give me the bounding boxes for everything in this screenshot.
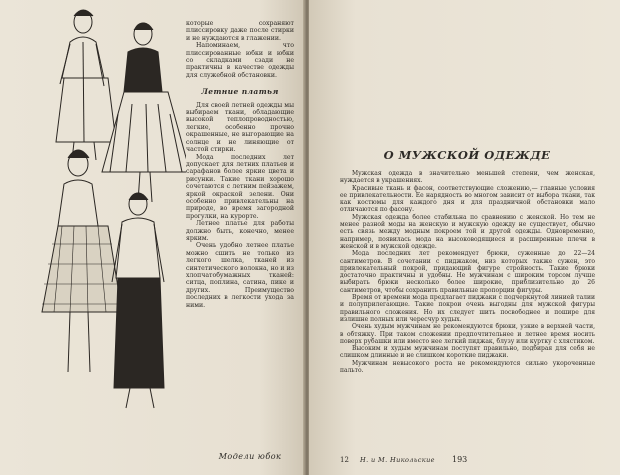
paragraph: Мужская одежда более стабильна по сравнению с женской. Но тем не менее разной моды на женскую и мужскую одежду не существует, обычно есть связь между модным покроем той и другой одежды. Одновременно, например, появилась мода на высоководящиеся и расширенные плечи в женской и в мужской одежде. xyxy=(340,213,595,250)
left-text-column xyxy=(186,20,294,309)
paragraph: Мода последних лет допускает для летних платьев и сарафанов более яркие цвета и рисунки. Такие ткани хорошо сочетаются с летним пейзажем, яркой окраской зелени. Они особенно привлекательны на природе, во время загородной прогулки, на курорте. xyxy=(186,153,294,220)
right-text-column xyxy=(340,170,595,374)
paragraph: Красивые ткань и фасон, соответствующие сложению,— главные условия ее привлекательности. Ее нарядность во многом зависит от выбора ткани, так как костюмы для каждого дня и для праздничной обстановки мало отличаются по фасону. xyxy=(340,184,595,214)
paragraph: Напоминаем, что плиссированные юбки и юбки со складками сзади не практичны в качестве одежды для служебной обстановки. xyxy=(186,42,294,79)
paragraph: Мода последних лет рекомендует брюки, суженные до 22—24 сантиметров. В сочетании с пиджаком, низ которых также сужен, это привлекательный покрой, придающий фигуре стройность. Такие брюки достаточно практичны и удобны. Не мужчинам с широким торсом лучше выбирать брюки несколько более широкие, приблизительно до 26 сантиметров, чтобы сохранить правильные пропорции фигуры. xyxy=(340,250,595,294)
paragraph: Мужчинам невысокого роста не рекомендуются сильно укороченные пальто. xyxy=(340,359,595,375)
left-page xyxy=(0,0,305,475)
paragraph: Мужская одежда в значительно меньшей степени, чем женская, нуждается в украшениях. xyxy=(340,170,595,185)
illustration-caption: Модели юбок xyxy=(218,452,282,461)
paragraph: Высоким и худым мужчинам поступят правильно, подбирая для себя не слишком длинные и не слишком короткие пиджаки. xyxy=(340,345,595,360)
paragraph: Время от времени мода предлагает пиджаки с подчеркнутой линией талии и полуприлегающие. Такие покрои очень выгодны для мужской фигуры правильного сложения. Но их следует шить посвободнее и пошире для излишне полных или чересчур худых. xyxy=(340,294,595,323)
section-subheading: Летние платья xyxy=(201,87,279,97)
footer-number: 12 xyxy=(340,456,349,464)
footer-authors: Н. и М. Никольские xyxy=(360,456,435,464)
paragraph: Очень худым мужчинам не рекомендуются брюки, узкие в верхней части, в обтяжку. При таком сложении предпочтительнее и летнее время носить поверх рубашки или вместо нее легкий пиджак, блузу или куртку с хлястиком. xyxy=(340,323,595,345)
paragraph: Для своей летней одежды мы выбираем ткани, обладающие высокой теплопроводностью, легкие, особенно прочно окрашенные, не выгорающие на солнце и не линяющие от частой стирки. xyxy=(186,101,294,154)
paragraph: которые сохраняют плиссировку даже после стирки и не нуждаются в глажении. xyxy=(186,20,294,42)
chapter-heading: О МУЖСКОЙ ОДЕЖДЕ xyxy=(383,148,551,162)
paragraph: Очень удобно летнее платье можно сшить не только из легкого шелка, тканей из синтетического волокна, но и из хлопчатобумажных тканей: ситца, поплина, сатина, пике и других. Преимущество последних в легкости ухода за ними. xyxy=(186,242,294,309)
paragraph: Летнее платье для работы должно быть, конечно, менее ярким. xyxy=(186,220,294,242)
page-number: 193 xyxy=(452,455,468,464)
skirt-models-illustration xyxy=(8,4,186,424)
